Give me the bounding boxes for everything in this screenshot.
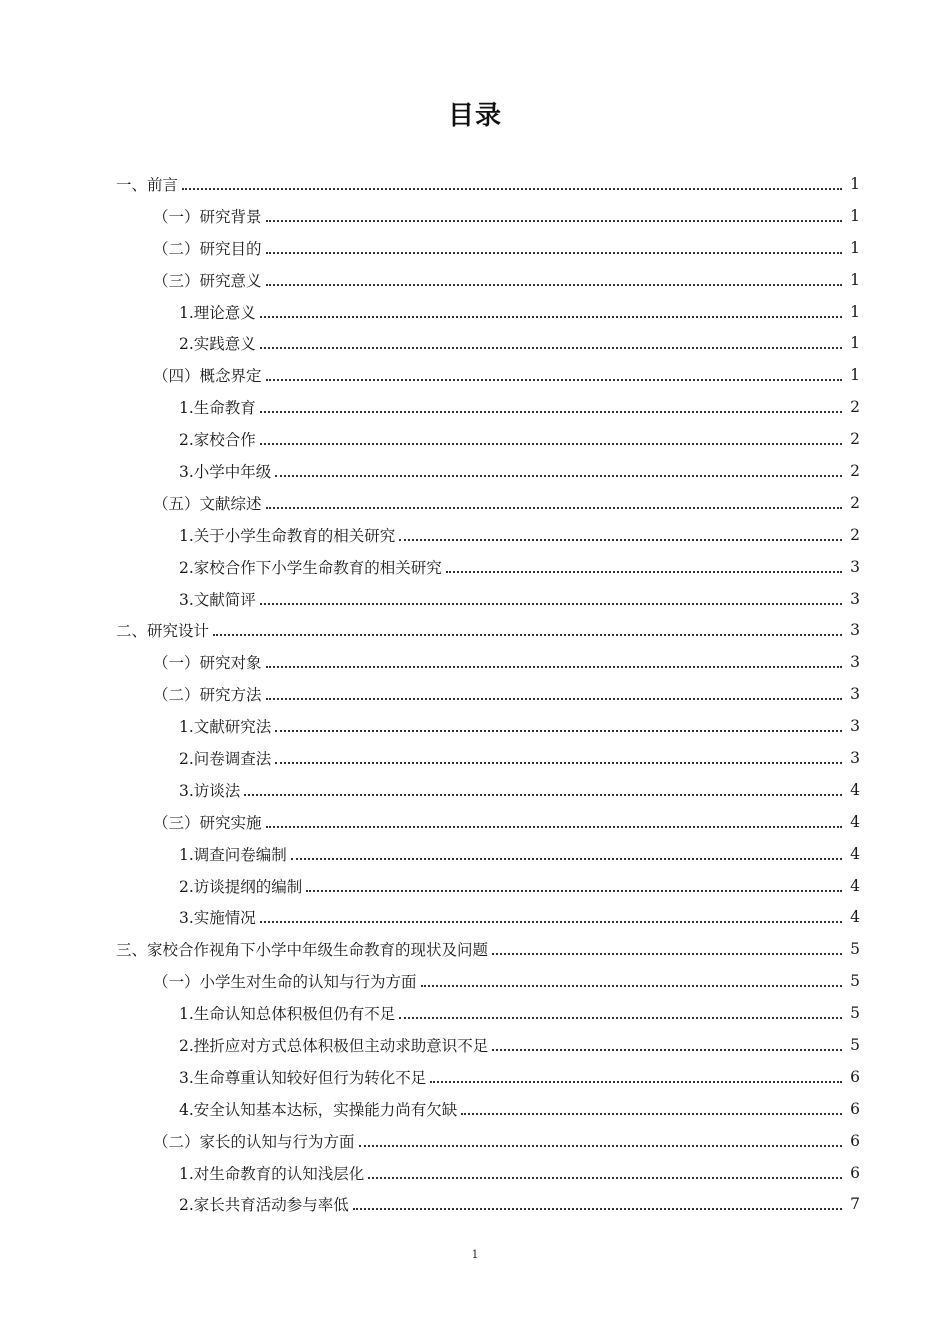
dot-leader [266,283,842,286]
toc-entry[interactable] [0,519,950,551]
dot-leader [275,729,842,732]
toc-entry-title: （一）研究背景 [153,207,262,226]
toc-entry-title: 2.实践意义 [179,335,256,354]
toc-entry[interactable] [0,901,950,933]
toc-entry[interactable] [0,423,950,455]
dot-leader [244,793,842,796]
toc-entry-page-number: 7 [850,1195,860,1214]
dot-leader [430,1080,842,1083]
toc-entry-title: 1.对生命教育的认知浅层化 [179,1164,365,1183]
toc-entry-title: 4.安全认知基本达标，实操能力尚有欠缺 [179,1100,458,1119]
toc-entry-title: 三、家校合作视角下小学中年级生命教育的现状及问题 [116,941,489,960]
table-of-contents [0,168,950,1220]
toc-entry-title: （一）小学生对生命的认知与行为方面 [153,973,417,992]
toc-entry[interactable] [0,296,950,328]
dot-leader [182,187,842,190]
toc-entry-title: 1.文献研究法 [179,718,272,737]
toc-entry-page-number: 1 [850,334,860,353]
dot-leader [266,825,842,828]
toc-entry[interactable] [0,1157,950,1189]
toc-entry[interactable] [0,487,950,519]
toc-entry[interactable] [0,455,950,487]
dot-leader [359,1144,842,1147]
toc-entry-title: 1.理论意义 [179,303,256,322]
dot-leader [213,633,842,636]
dot-leader [260,602,842,605]
toc-entry-title: （三）研究实施 [153,813,262,832]
toc-entry-page-number: 2 [850,525,860,544]
dot-leader [260,442,842,445]
toc-entry[interactable] [0,1061,950,1093]
toc-entry-title: （一）研究对象 [153,654,262,673]
toc-entry-page-number: 3 [850,653,860,672]
toc-entry-page-number: 3 [850,589,860,608]
toc-entry[interactable] [0,1125,950,1157]
toc-entry[interactable] [0,838,950,870]
toc-entry-page-number: 3 [850,685,860,704]
toc-entry[interactable] [0,806,950,838]
dot-leader [461,1112,842,1115]
toc-entry[interactable] [0,965,950,997]
toc-entry-title: 二、研究设计 [116,622,210,641]
toc-entry-page-number: 4 [850,844,860,863]
toc-entry-page-number: 4 [850,780,860,799]
toc-entry-page-number: 3 [850,621,860,640]
toc-entry-page-number: 1 [850,174,860,193]
toc-entry[interactable] [0,1029,950,1061]
toc-entry[interactable] [0,327,950,359]
page-title: 目录 [447,101,502,131]
toc-entry-page-number: 1 [850,302,860,321]
toc-entry-page-number: 5 [850,1004,860,1023]
toc-entry-title: （五）文献综述 [153,494,262,513]
toc-entry[interactable] [0,870,950,902]
toc-entry-page-number: 4 [850,876,860,895]
toc-entry[interactable] [0,614,950,646]
toc-entry-page-number: 5 [850,940,860,959]
dot-leader [260,920,842,923]
toc-entry-page-number: 2 [850,493,860,512]
toc-entry-page-number: 4 [850,812,860,831]
toc-entry-title: （三）研究意义 [153,271,262,290]
toc-entry-page-number: 3 [850,557,860,576]
toc-entry-page-number: 3 [850,717,860,736]
toc-entry-title: 3.小学中年级 [179,462,272,481]
dot-leader [266,378,842,381]
toc-entry-page-number: 5 [850,972,860,991]
dot-leader [260,346,842,349]
dot-leader [266,665,842,668]
toc-entry-title: 2.挫折应对方式总体积极但主动求助意识不足 [179,1036,489,1055]
toc-entry[interactable] [0,583,950,615]
toc-entry-title: 2.访谈提纲的编制 [179,877,303,896]
dot-leader [353,1207,842,1210]
toc-entry[interactable] [0,168,950,200]
dot-leader [266,251,842,254]
toc-entry[interactable] [0,359,950,391]
toc-entry-title: 3.生命尊重认知较好但行为转化不足 [179,1068,427,1087]
toc-entry[interactable] [0,997,950,1029]
toc-entry-title: 2.家校合作下小学生命教育的相关研究 [179,558,442,577]
toc-entry[interactable] [0,710,950,742]
toc-entry-title: 2.家校合作 [179,431,256,450]
toc-entry[interactable] [0,391,950,423]
toc-entry[interactable] [0,551,950,583]
toc-entry[interactable] [0,1189,950,1221]
dot-leader [306,889,842,892]
dot-leader [421,984,842,987]
dot-leader [446,570,842,573]
dot-leader [266,697,842,700]
dot-leader [399,538,842,541]
toc-entry-page-number: 6 [850,1099,860,1118]
toc-entry[interactable] [0,742,950,774]
dot-leader [260,410,842,413]
toc-entry-page-number: 1 [850,366,860,385]
dot-leader [260,315,842,318]
dot-leader [368,1176,842,1179]
toc-entry-title: 1.关于小学生命教育的相关研究 [179,526,396,545]
dot-leader [266,506,842,509]
toc-entry-page-number: 2 [850,430,860,449]
toc-entry-title: 一、前言 [116,175,179,194]
toc-entry[interactable] [0,1093,950,1125]
toc-entry-page-number: 6 [850,1131,860,1150]
toc-entry-page-number: 1 [850,206,860,225]
toc-entry-title: 3.实施情况 [179,909,256,928]
toc-entry-page-number: 6 [850,1067,860,1086]
toc-entry-title: （二）研究目的 [153,239,262,258]
toc-entry-title: 1.生命教育 [179,399,256,418]
toc-entry-title: （二）研究方法 [153,686,262,705]
toc-entry[interactable] [0,646,950,678]
toc-entry-title: 2.家长共育活动参与率低 [179,1196,349,1215]
toc-entry-title: 1.生命认知总体积极但仍有不足 [179,1005,396,1024]
dot-leader [266,219,842,222]
toc-entry-title: 3.访谈法 [179,781,241,800]
dot-leader [275,474,842,477]
dot-leader [492,1048,842,1051]
toc-entry[interactable] [0,232,950,264]
toc-entry-page-number: 3 [850,748,860,767]
toc-entry-title: 2.问卷调查法 [179,749,272,768]
toc-entry[interactable] [0,200,950,232]
toc-entry-title: （二）家长的认知与行为方面 [153,1132,355,1151]
dot-leader [291,857,842,860]
toc-entry-page-number: 1 [850,238,860,257]
toc-entry-page-number: 2 [850,461,860,480]
toc-entry-title: 1.调查问卷编制 [179,845,287,864]
toc-entry[interactable] [0,774,950,806]
toc-entry-page-number: 5 [850,1035,860,1054]
toc-entry[interactable] [0,678,950,710]
toc-entry-page-number: 2 [850,398,860,417]
toc-entry-page-number: 4 [850,908,860,927]
dot-leader [399,1016,842,1019]
toc-entry[interactable] [0,264,950,296]
dot-leader [492,952,842,955]
toc-entry-page-number: 6 [850,1163,860,1182]
dot-leader [275,761,842,764]
toc-entry-title: （四）概念界定 [153,367,262,386]
toc-entry-page-number: 1 [850,270,860,289]
toc-entry-title: 3.文献简评 [179,590,256,609]
page-number: 1 [471,1248,479,1261]
toc-entry[interactable] [0,933,950,965]
